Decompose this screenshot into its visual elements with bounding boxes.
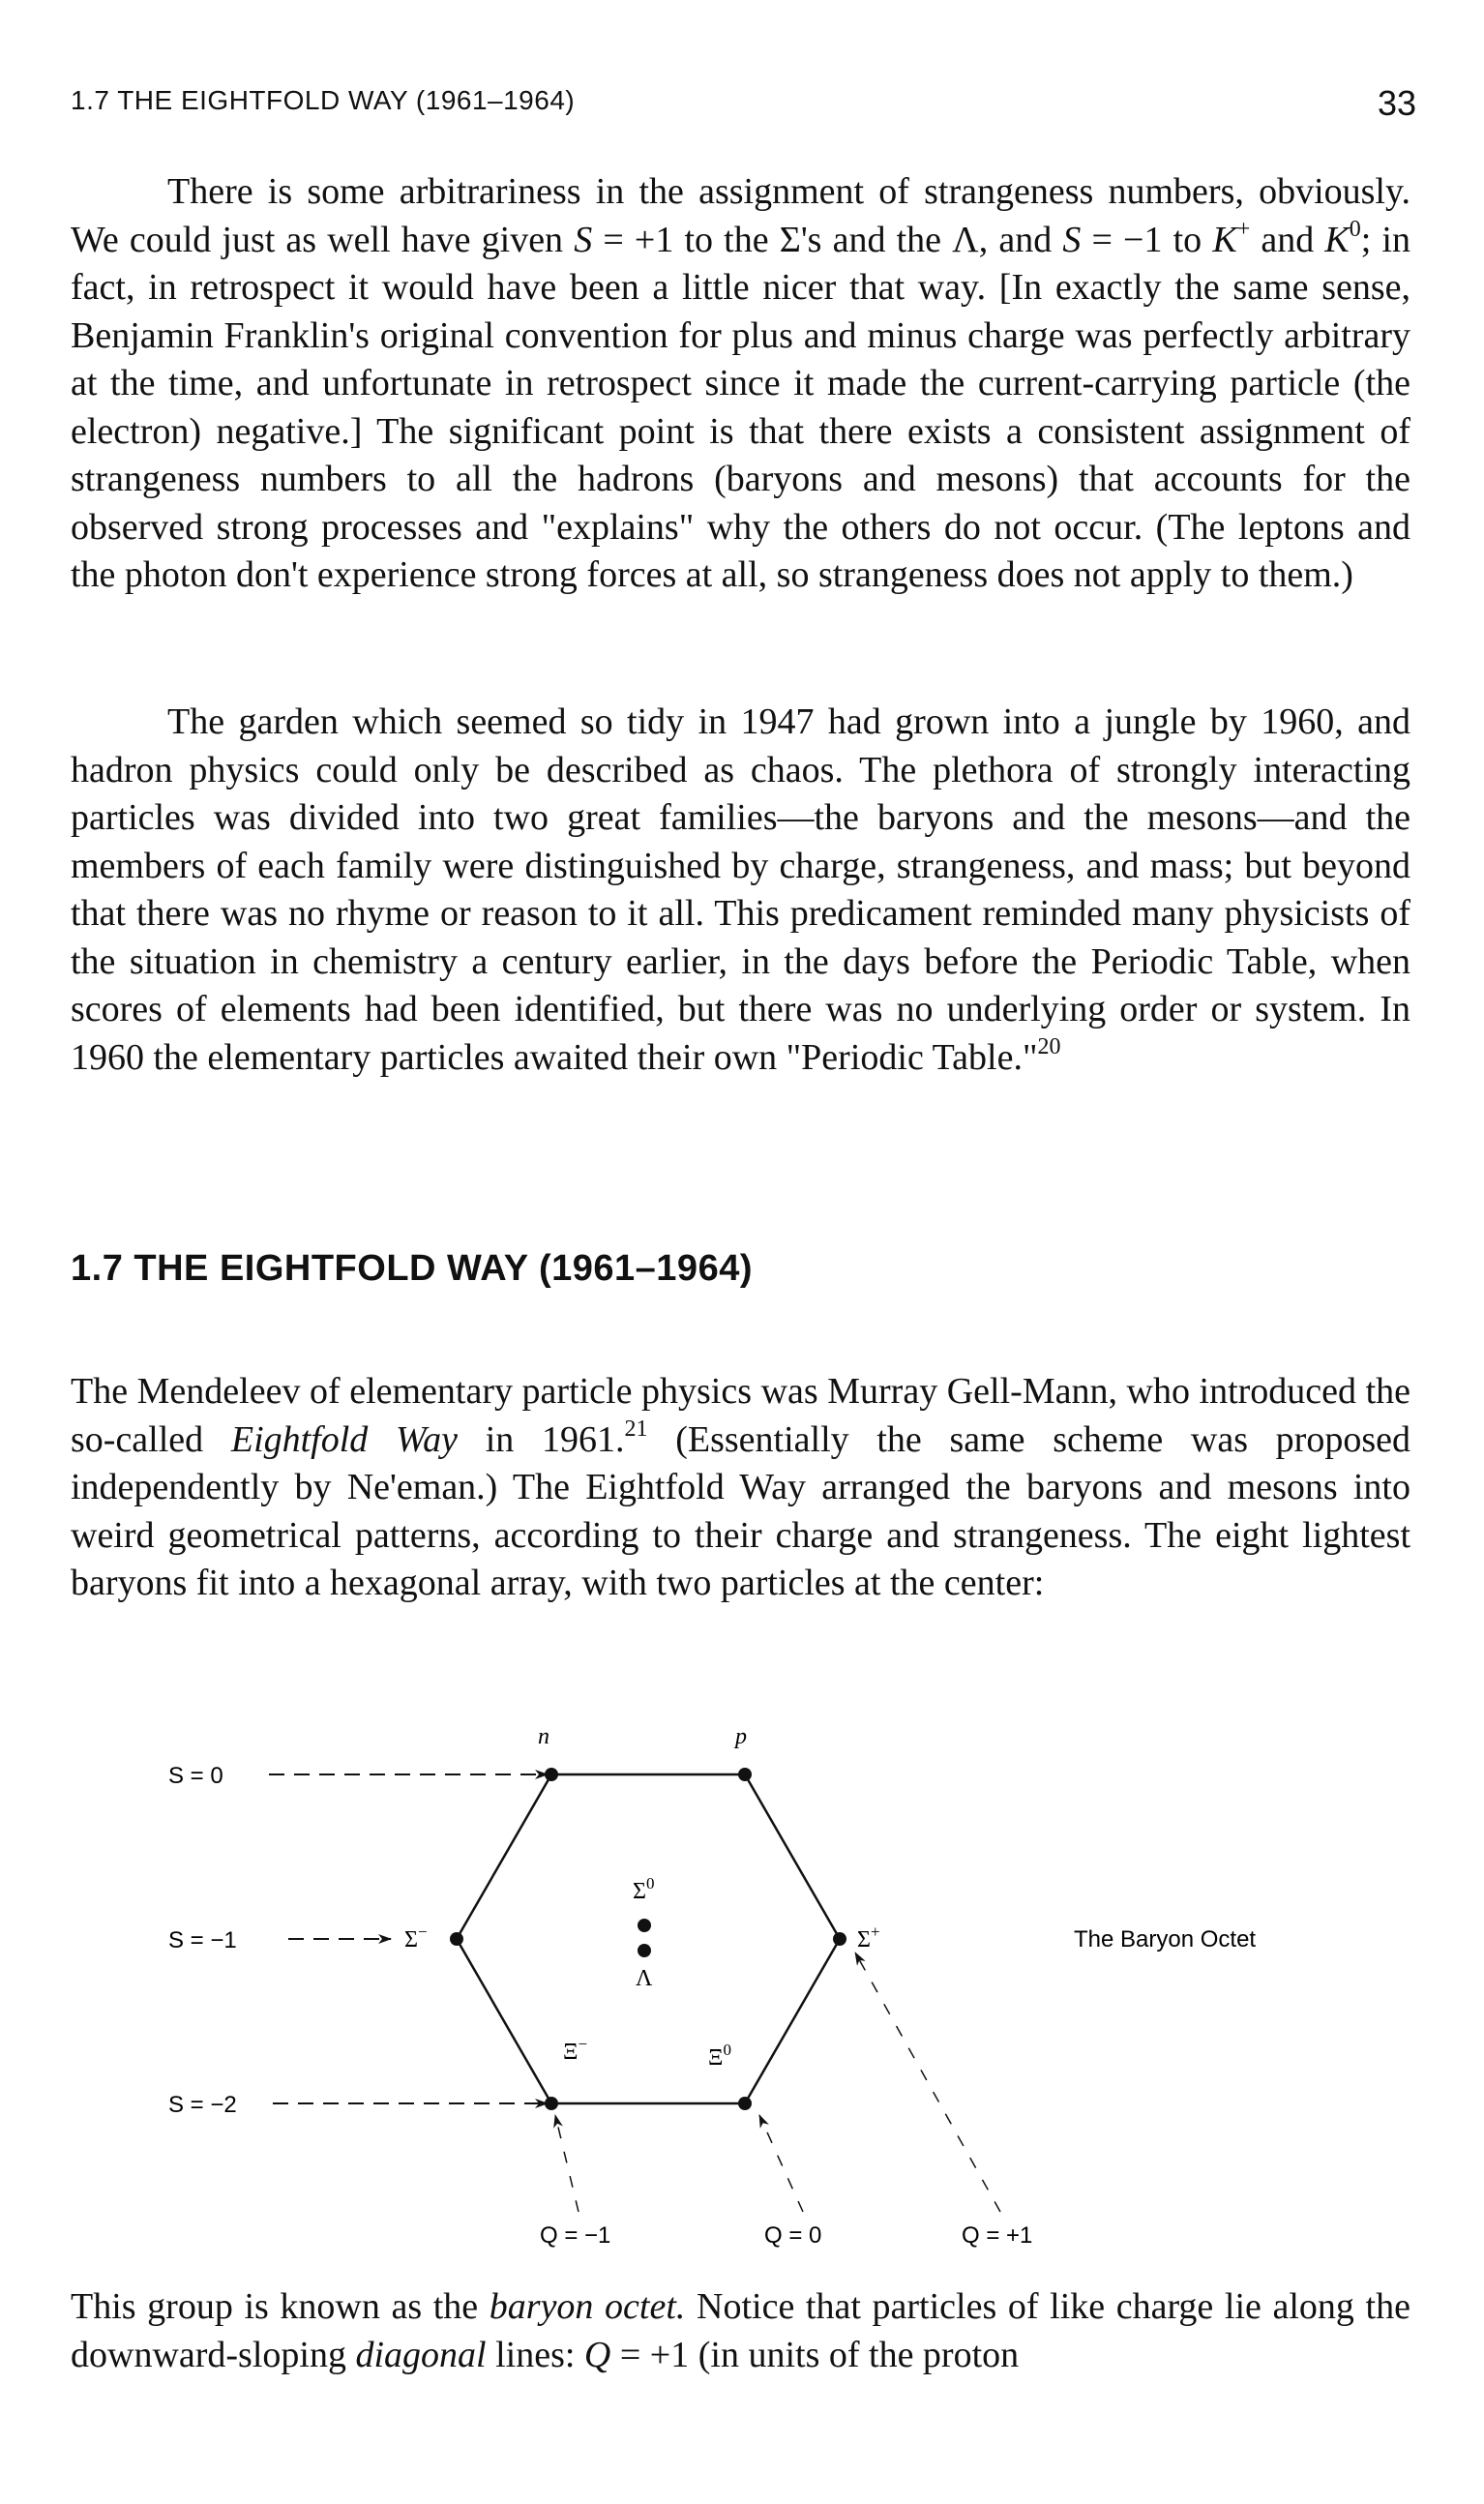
section-heading: 1.7 THE EIGHTFOLD WAY (1961–1964) [71, 1248, 753, 1289]
particle-xi-minus: Ξ− [563, 2035, 588, 2065]
figure-caption: The Baryon Octet [1074, 1926, 1257, 1953]
particle-p: p [735, 1724, 747, 1749]
footnote-ref-21: 21 [624, 1416, 648, 1442]
particle-xi-zero: $\Xi^0$ [708, 2041, 731, 2071]
particle-sigma-minus: Σ− [404, 1923, 428, 1953]
dot-p [738, 1768, 752, 1781]
particle-sigma-plus: Σ+ [857, 1923, 880, 1953]
label-q0: Q = 0 [764, 2222, 822, 2249]
dot-xi-minus [545, 2097, 558, 2110]
dot-n [545, 1768, 558, 1781]
label-s-minus2: S = −2 [168, 2092, 237, 2118]
dot-lambda [638, 1944, 651, 1957]
q-plus1-arrow [855, 1953, 1000, 2212]
paragraph-gell-mann: The Mendeleev of elementary particle physics was Murray Gell-Mann, who introduced the so-called Eightfold Way in 1961.21 (Essentially the same scheme was proposed independently by Ne'eman.) The Eightfold Way arranged the baryons and mesons into weird geometrical patterns, according to their charge and strangeness. The eight lightest baryons fit into a hexagonal array, with two particles at the center: [71, 1371, 1410, 1603]
paragraph-baryon-octet: This group is known as the baryon octet. Notice that particles of like charge lie along the downward-sloping diagonal lines: Q = +1 (in units of the proton [71, 2286, 1410, 2375]
footnote-ref-20: 20 [1037, 1033, 1061, 1059]
q-minus1-arrow [555, 2115, 579, 2212]
particle-n: n [538, 1724, 549, 1749]
label-s-minus1: S = −1 [168, 1927, 237, 1953]
dot-sigma-plus [833, 1932, 846, 1946]
running-head: 1.7 THE EIGHTFOLD WAY (1961–1964) [71, 85, 576, 115]
label-s0: S = 0 [168, 1763, 223, 1789]
paragraph-hadron-chaos: The garden which seemed so tidy in 1947 had grown into a jungle by 1960, and hadron physics could only be described as chaos. The plethora of strongly interacting particles was divided into two great families—the baryons and the mesons—and the members of each family were distinguished by charge, strangeness, and mass; but beyond that there was no rhyme or reason to it all. This predicament reminded many physicists of the situation in chemistry a century earlier, in the days before the Periodic Table, when scores of elements had been identified, but there was no underlying order or system. In 1960 the elementary particles awaited their own "Periodic Table."$^{20}$ [71, 701, 1410, 1078]
paragraph-strangeness-arbitrariness: There is some arbitrariness in the assignment of strangeness numbers, obviously. We could just as well have given S = +1 to the Σ's and the Λ, and S = −1 to K+ and $K^0$; in fact, in retrospect it would have been a little nicer that way. [In exactly the same sense, Benjamin Franklin's original convention for plus and minus charge was perfectly arbitrary at the time, and unfortunate in retrospect since it made the current-carrying particle (the electron) negative.] The significant point is that there exists a consistent assignment of strangeness numbers to all the hadrons (baryons and mesons) that accounts for the observed strong processes and "explains" why the others do not occur. (The leptons and the photon don't experience strong forces at all, so strangeness does not apply to them.) [71, 171, 1410, 595]
page-number: 33 [1377, 83, 1416, 123]
dot-xi-zero [738, 2097, 752, 2110]
particle-lambda: Λ [636, 1966, 653, 1991]
hexagon-outline [457, 1774, 840, 2103]
dot-sigma-minus [450, 1932, 463, 1946]
particle-sigma-zero: $\Sigma^0$ [633, 1874, 655, 1904]
q0-arrow [759, 2115, 803, 2212]
label-q-plus1: Q = +1 [962, 2222, 1033, 2249]
baryon-octet-figure [0, 1684, 1484, 2264]
baryon-octet-diagram [0, 1684, 1484, 2264]
dot-sigma-zero [638, 1919, 651, 1932]
label-q-minus1: Q = −1 [540, 2222, 611, 2249]
